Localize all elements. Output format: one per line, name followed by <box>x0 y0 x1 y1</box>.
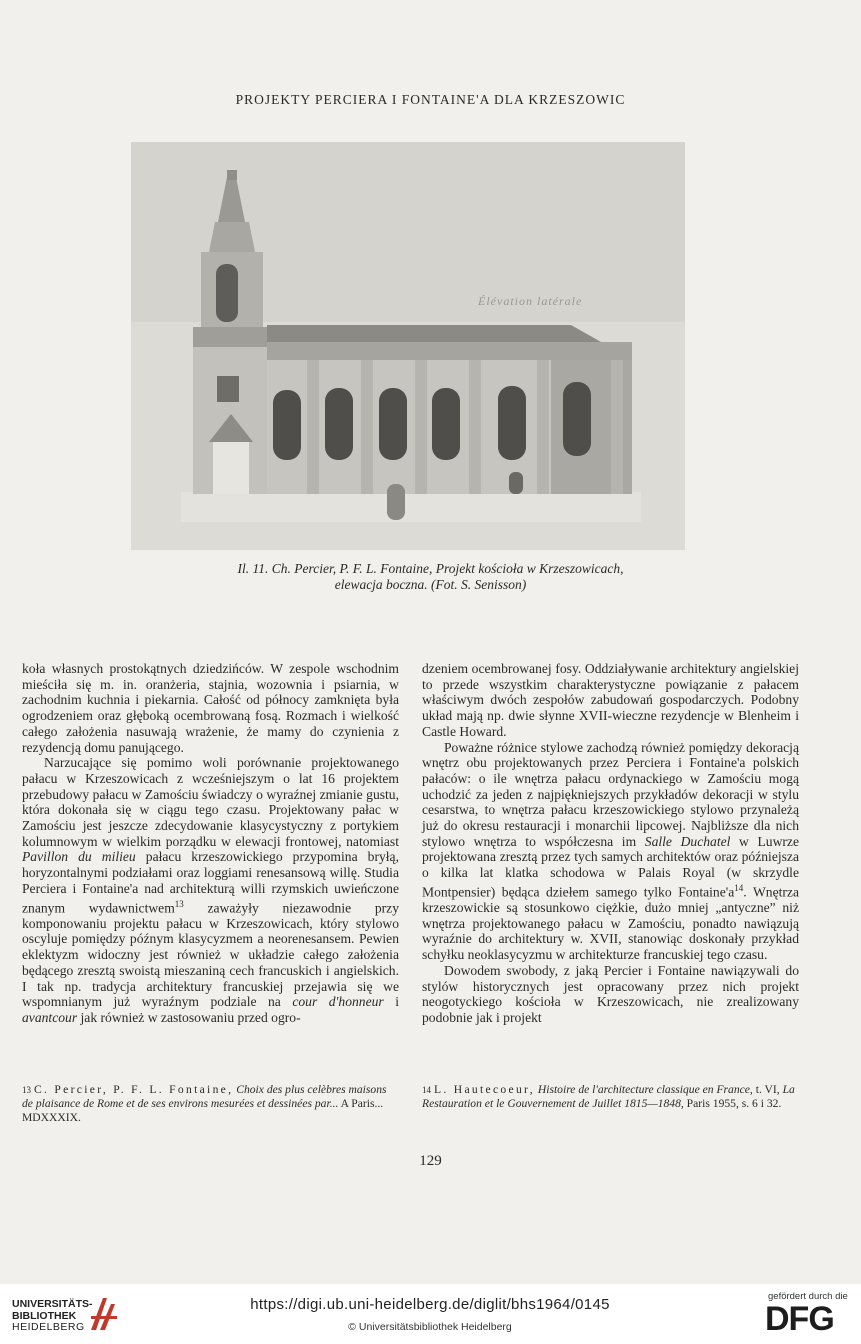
dfg-logo[interactable]: DFG <box>765 1300 834 1338</box>
paragraph: Narzucające się pomimo woli porównanie projektowanego pałacu w Krzeszowicach z wcześniejszym o lat 16 projektem przebudowy pałacu w Zamościu świadczy o wyraźnej zmianie gustu, która dokonała się w ciągu tego czasu. Projektowany pałac w Zamościu jest jeszcze zdecydowanie klasycystyczny z portykiem kolumnowym w wielkim porządku w elewacji frontowej, natomiast Pavillon du milieu pałacu krzeszowickiego przypomina bryłą, horyzontalnymi podziałami oraz loggiami renesansową willę. Studia Perciera i Fontaine'a nad architekturą willi rzymskich uwieńczone znanym wydawnictwem$^{13}$ zaważyły niezawodnie przy komponowaniu projektu pałacu w Krzeszowicach, który stylowo oscyluje pomiędzy późnym klasycyzmem a neorenesansem. Pewien eklektyzm widoczny jest również w układzie całego założenia będącego zresztą swoistą mieszaniną cech francuskich i angielskich. I tak np. tradycja architektury francuskiej przejawia się we wspomnianym już wyraźnym podziale na cour d'honneur i avantcour jak również w zastosowaniu przed ogro- <box>22 755 399 1025</box>
footnote-13: $^{13}$ C. Percier, P. F. L. Fontaine, Choix des plus celèbres maisons de plaisance de Rome et de ses environs mesurées et dessinées par... A Paris... MDXXXIX. <box>22 1083 387 1125</box>
copyright-notice: © Universitätsbibliothek Heidelberg <box>348 1321 512 1333</box>
dfg-tagline: gefördert durch die <box>768 1291 848 1302</box>
paragraph: Poważne różnice stylowe zachodzą również pomiędzy dekoracją wnętrz obu projektowanych przez Perciera i Fontaine'a polskich pałaców: o ile wnętrza pałacu ordynackiego w Zamościu mogą uchodzić za jeden z najpiękniejszych przykładów dekoracji w stylu cesarstwa, to wnętrza pałacu krzeszowickiego stylowo przynależą już do okresu restauracji i monarchii lipcowej. Najbliższe dla nich stylowo wnętrza to współczesna im Salle Duchatel w Luwrze projektowana zresztą przez tych samych architektów oraz późniejsza o kilka lat klatka schodowa w Palais Royal (w skrzydle Montpensier) będąca dziełem samego tylko $Fontaine'a^{14}$. Wnętrza krzeszowickie są stosunkowo ciężkie, dużo mniej „antyczne” niż wnętrza projektowanego pałacu w Zamościu, ponadto nawiązują wyraźnie do architektury w. XVII, stanowiąc doskonały przykład schyłku neoklasycyzmu w architekturze francuskiej tego czasu. <box>422 739 799 963</box>
viewer-footer <box>0 1284 861 1344</box>
university-logo-icon <box>87 1294 121 1334</box>
text-column-left <box>22 661 399 1026</box>
university-library-logo-text[interactable]: UNIVERSITÄTS- BIBLIOTHEK HEIDELBERG <box>12 1298 93 1333</box>
paragraph: dzeniem ocembrowanej fosy. Oddziaływanie architektury angielskiej to przede wszystkim charakterystyczne powiązanie z pałacem właściwym dwóch zespołów zabudowań gospodarczych. Podobny układ mają np. dwie słynne XVII-wieczne rezydencje w Blenheim i Castle Howard. <box>422 661 799 739</box>
figure-church-elevation <box>131 142 685 550</box>
figure-caption-line-2: elewacja boczna. (Fot. S. Senisson) <box>334 577 527 592</box>
paragraph: Dowodem swobody, z jaką Percier i Fontaine nawiązywali do stylów historycznych jest opracowany przez nich projekt neogotyckiego kościoła w Krzeszowicach, nie zrealizowany podobnie jak i projekt <box>422 962 799 1025</box>
figure-caption <box>60 561 801 593</box>
footnote-14: $^{14}$ L. Hautecoeur, Histoire de l'architecture classique en France, t. VI, La Restauration et le Gouvernement de Juillet 1815—1848, Paris 1955, s. 6 i 32. <box>422 1083 795 1111</box>
figure-inscription: Élévation latérale <box>478 294 583 308</box>
page-number: 129 <box>419 1153 442 1169</box>
paragraph: koła własnych prostokątnych dziedzińców. W zespole wschodnim mieściła się m. in. oranżeria, stajnia, wozownia i psiarnia, w zachodnim kuchnia i piekarnia. Całość od północy zamknięta była ogrodzeniem oraz głęboką ocembrowaną fosą. Rozmach i wielkość całego założenia nasuwają wrażenie, że mamy do czynienia z rezydencją domu panującego. <box>22 661 399 755</box>
figure-caption-line-1: Il. 11. Ch. Percier, P. F. L. Fontaine, Projekt kościoła w Krzeszowicach, <box>237 561 624 576</box>
permalink-url[interactable]: https://digi.ub.uni-heidelberg.de/diglit/bhs1964/0145 <box>250 1296 610 1313</box>
church-drawing <box>131 142 685 550</box>
text-column-right <box>422 661 799 1026</box>
running-head: PROJEKTY PERCIERA I FONTAINE'A DLA KRZESZOWIC <box>235 92 626 107</box>
